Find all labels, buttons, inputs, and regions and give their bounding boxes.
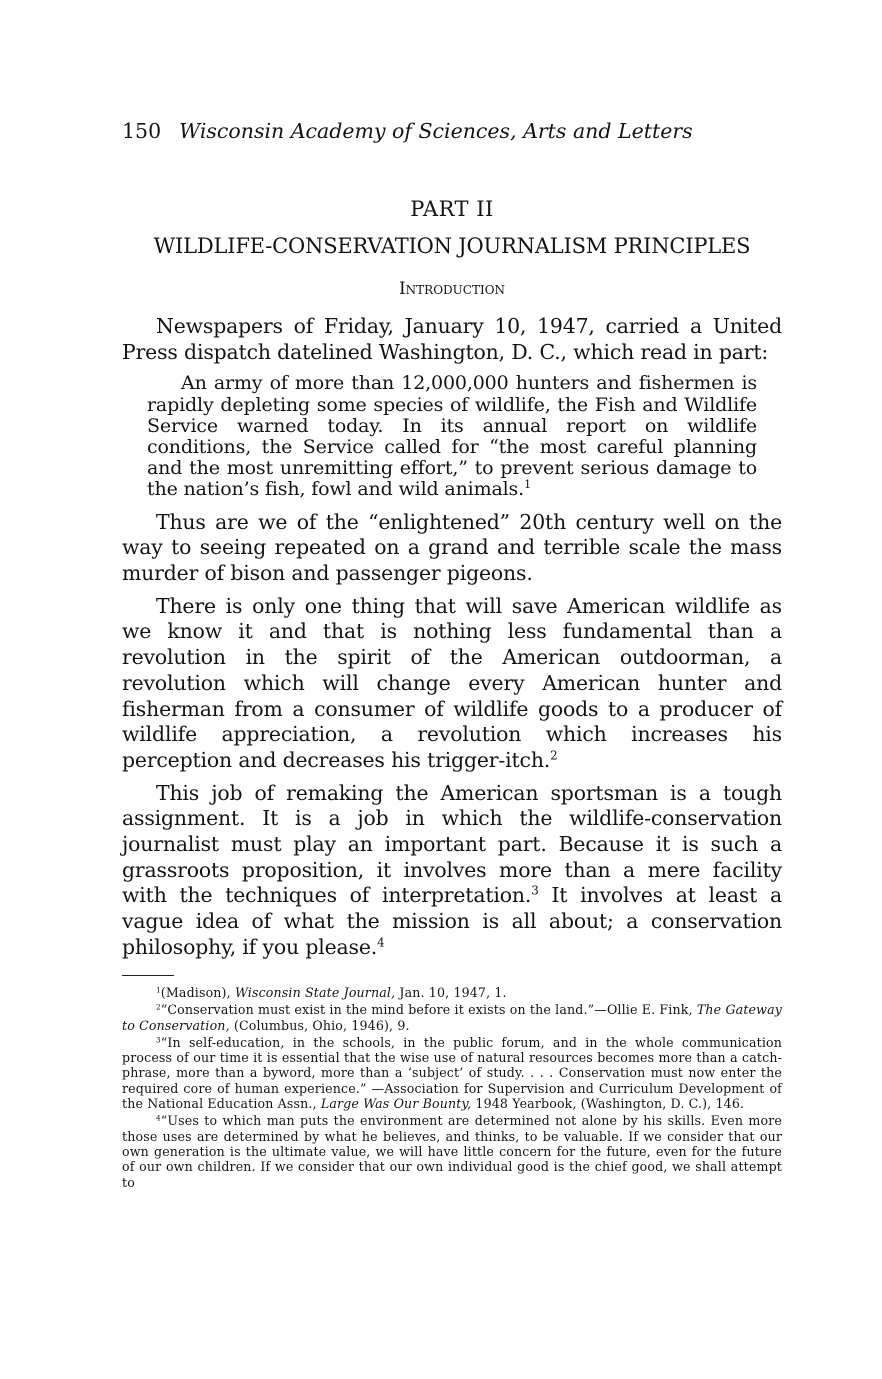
footnote-4-number: 4 xyxy=(156,1113,161,1123)
footnote-ref-4: 4 xyxy=(377,935,385,950)
paragraph-4 xyxy=(122,781,782,961)
body-text xyxy=(122,314,782,961)
footnote-1-citation: Jan. 10, 1947, 1. xyxy=(395,985,507,1000)
footnote-4 xyxy=(122,1113,782,1189)
section-title: WILDLIFE-CONSERVATION JOURNALISM PRINCIPLES xyxy=(153,234,751,258)
footnote-ref-2: 2 xyxy=(550,748,558,763)
part-heading: PART II xyxy=(410,197,494,221)
footnote-1 xyxy=(122,985,782,1000)
footnote-2 xyxy=(122,1002,782,1033)
paragraph-3 xyxy=(122,594,782,774)
page-number: 150 xyxy=(122,119,162,143)
running-head-title: Wisconsin Academy of Sciences, Arts and Letters xyxy=(179,119,693,143)
paragraph-2-text: Thus are we of the “enlightened” 20th century well on the way to seeing repeated on a grand and terrible scale the mass murder of bison and passenger pigeons. xyxy=(122,509,782,586)
footnote-3 xyxy=(122,1035,782,1111)
running-head xyxy=(122,118,693,144)
paragraph-1 xyxy=(122,314,782,365)
footnote-4-text: “Uses to which man puts the environment are determined not alone by his skills. Even more those uses are determined by what he believes, and thinks, to be valuable. If we consider that our own generation is the ultimate value, we will have little concern for the future, even for the future of our own children. If we consider that our own individual good is the chief good, we shall attempt to xyxy=(122,1113,782,1190)
footnote-3-number: 3 xyxy=(156,1035,161,1045)
footnote-1-number: 1 xyxy=(156,985,161,995)
footnotes xyxy=(122,985,782,1190)
footnote-3-text: “In self-education, in the schools, in the public forum, and in the whole communication process of our time it is essential that the wise use of natural resources becomes more than a catch-phrase, more than a byword, more than a ‘subject’ of study. . . . Conservation must now enter the required core of human experience.” —Association for Supervision and Curriculum Development of the National Education Assn., xyxy=(122,1034,782,1112)
footnote-ref-1: 1 xyxy=(524,478,531,492)
footnote-2-number: 2 xyxy=(156,1002,161,1012)
paragraph-4-text-b: It involves at least a vague idea of what the mission is all about; a conservation philosophy, if you please. xyxy=(122,883,782,959)
subheading: Introduction xyxy=(398,279,506,299)
footnote-1-source: Wisconsin State Journal, xyxy=(234,985,396,1000)
footnote-2-citation: (Columbus, Ohio, 1946), 9. xyxy=(229,1017,410,1033)
paragraph-4-text-a: This job of remaking the American sportsman is a tough assignment. It is a job in which the wildlife-conservation journalist must play an important part. Because it is such a grassroots proposition, it involves more than a mere facility with the techniques of interpretation. xyxy=(122,780,782,908)
paragraph-2 xyxy=(122,510,782,587)
block-quote xyxy=(147,373,757,500)
footnote-3-source: Large Was Our Bounty, xyxy=(320,1096,472,1112)
footnote-divider xyxy=(122,975,174,976)
footnote-3-citation: 1948 Yearbook, (Washington, D. C.), 146. xyxy=(471,1096,745,1112)
footnote-2-text: “Conservation must exist in the mind before it exists on the land.”—Ollie E. Fink, xyxy=(160,1002,697,1018)
paragraph-1-text: Newspapers of Friday, January 10, 1947, carried a United Press dispatch datelined Washington, D. C., which read in part: xyxy=(122,314,782,364)
block-quote-text: An army of more than 12,000,000 hunters and fishermen is rapidly depleting some species of wildlife, the Fish and Wildlife Service warned today. In its annual report on wildlife conditions, the Service called for “the most careful planning and the most unremitting effort,” to prevent serious damage to the nation’s fish, fowl and wild animals. xyxy=(147,372,757,501)
footnote-ref-3: 3 xyxy=(531,884,539,899)
footnote-2-source: The Gateway to Conservation, xyxy=(122,1002,782,1033)
footnote-1-text: (Madison), xyxy=(160,985,235,1000)
paragraph-3-text: There is only one thing that will save American wildlife as we know it and that is nothing less fundamental than a revolution in the spirit of the American outdoorman, a revolution which will change every American hunter and fisherman from a consumer of wildlife goods to a producer of wildlife appreciation, a revolution which increases his perception and decreases his trigger-itch. xyxy=(122,593,782,772)
